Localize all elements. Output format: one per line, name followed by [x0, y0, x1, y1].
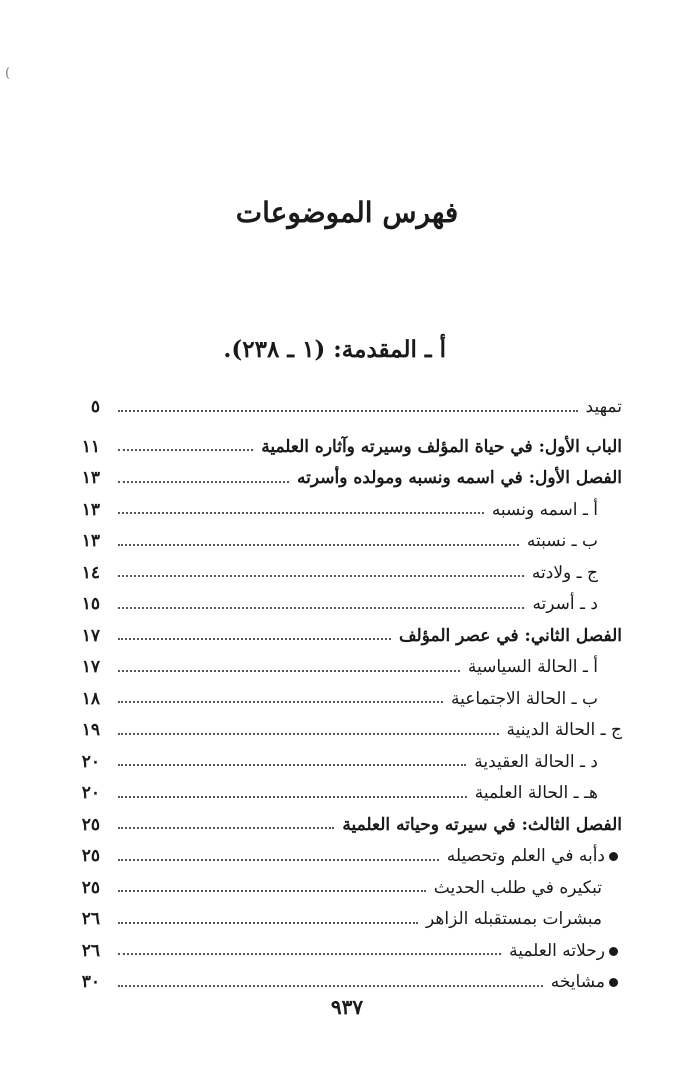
toc-entry [72, 810, 622, 842]
toc-entry-text: مشايخه [550, 972, 605, 992]
toc-entry-text: الفصل الثالث: في سيرته وحياته العلمية [342, 814, 622, 835]
toc-entry-page: ٢٦ [81, 909, 100, 929]
dot-leader [118, 922, 418, 924]
dot-leader [118, 544, 519, 546]
toc-entry-label [334, 810, 622, 842]
toc-entry [72, 778, 622, 810]
toc-entry-label [253, 432, 622, 464]
toc-entry-text: ج ـ ولادته [531, 562, 598, 583]
toc-entry [72, 589, 622, 621]
toc-entry-label [499, 715, 622, 747]
toc-entry-page: ١٣ [81, 531, 100, 551]
dot-leader [118, 796, 467, 798]
toc-entry [72, 558, 622, 590]
dot-leader [118, 410, 578, 412]
toc-entry [72, 873, 622, 905]
toc-entry-text: الفصل الثاني: في عصر المؤلف [398, 625, 622, 646]
toc-entry [72, 392, 622, 424]
toc-entry-page: ١٧ [81, 657, 100, 677]
toc-entry-page: ٢٠ [81, 751, 100, 772]
dot-leader [118, 575, 524, 577]
bullet-icon [609, 852, 618, 861]
dot-leader [118, 733, 499, 735]
dot-leader [118, 890, 426, 892]
toc-entry-text: ب ـ نسبته [526, 531, 598, 551]
dot-leader [118, 859, 439, 861]
toc-entry-text: د ـ الحالة العقيدية [474, 751, 598, 772]
toc-entry [72, 904, 622, 936]
toc-entry [72, 841, 622, 873]
toc-entry-page: ١٤ [81, 562, 100, 583]
toc-entry [72, 652, 622, 684]
toc-entry-label [484, 495, 622, 527]
toc-entry-page: ٥ [90, 397, 100, 417]
page-title: فهرس الموضوعات [235, 196, 459, 229]
toc-entry-label [466, 747, 622, 779]
toc-entry-text: الباب الأول: في حياة المؤلف وسيرته وآثاره العلمية [261, 436, 622, 457]
toc-entry-page: ١٣ [81, 499, 100, 520]
toc-entry-text: تبكيره في طلب الحديث [433, 877, 602, 898]
toc-entry [72, 747, 622, 779]
toc-entry [72, 463, 622, 495]
toc-entry-text: هـ ـ الحالة العلمية [474, 783, 598, 803]
toc-entry-text: الفصل الأول: في اسمه ونسبه ومولده وأسرته [297, 468, 622, 488]
toc-entry-label [426, 873, 622, 905]
toc-entry-page: ١٣ [81, 468, 100, 488]
dot-leader [118, 985, 543, 987]
toc-entry [72, 967, 622, 999]
toc-entry [72, 526, 622, 558]
dot-leader [118, 827, 334, 829]
toc-entry-page: ١٥ [81, 594, 100, 614]
toc-entry [72, 936, 622, 968]
toc-entry-label [439, 841, 622, 873]
toc-entry-label [460, 652, 622, 684]
toc-entry-text: تمهيد [585, 397, 622, 417]
toc-entry [72, 715, 622, 747]
bullet-icon [609, 978, 618, 987]
toc-entry-text: ج ـ الحالة الدينية [506, 720, 622, 740]
dot-leader [118, 512, 484, 514]
toc-entry-page: ٣٠ [81, 972, 100, 992]
toc-entry [72, 684, 622, 716]
toc-entry-label [467, 778, 622, 810]
toc-entry-text: ب ـ الحالة الاجتماعية [451, 688, 598, 709]
toc-entry-page: ١١ [81, 436, 100, 457]
dot-leader [118, 764, 466, 766]
toc-entry-page: ٢٥ [81, 814, 100, 835]
dot-leader [118, 670, 460, 672]
toc-entry-label [519, 526, 622, 558]
toc-entry-label [578, 392, 622, 424]
toc-entry [72, 432, 622, 464]
toc-entry-page: ١٨ [81, 688, 100, 709]
dot-leader [118, 481, 289, 483]
bullet-icon [609, 947, 618, 956]
toc-entry-text: رحلاته العلمية [509, 940, 605, 961]
toc-entry-text: أ ـ الحالة السياسية [467, 657, 598, 677]
toc-entry-page: ١٩ [81, 720, 100, 740]
toc-entry [72, 621, 622, 653]
toc-entry-label [289, 463, 622, 495]
dot-leader [118, 449, 253, 451]
toc-entry-label [443, 684, 622, 716]
toc-entry-label [391, 621, 622, 653]
table-of-contents [72, 392, 622, 999]
toc-entry-text: دأبه في العلم وتحصيله [446, 846, 605, 866]
toc-entry-page: ٢٦ [81, 940, 100, 961]
section-heading: أ ـ المقدمة: (١ ـ ٢٣٨). [223, 336, 446, 363]
toc-entry-label [543, 967, 622, 999]
toc-entry [72, 495, 622, 527]
toc-entry-page: ٢٥ [81, 877, 100, 898]
toc-entry-text: مبشرات بمستقبله الزاهر [426, 909, 602, 929]
toc-entry-label [501, 936, 622, 968]
toc-entry-label [524, 589, 622, 621]
page-number: ٩٣٧ [330, 995, 364, 1019]
dot-leader [118, 701, 443, 703]
toc-entry-page: ١٧ [81, 625, 100, 646]
dot-leader [118, 953, 501, 955]
toc-entry-text: أ ـ اسمه ونسبه [491, 499, 598, 520]
toc-entry-page: ٢٠ [81, 783, 100, 803]
margin-mark: ( [5, 66, 11, 81]
toc-entry-text: د ـ أسرته [532, 594, 598, 614]
toc-entry-label [418, 904, 622, 936]
dot-leader [118, 607, 524, 609]
toc-entry-page: ٢٥ [81, 846, 100, 866]
dot-leader [118, 638, 391, 640]
toc-entry-label [524, 558, 622, 590]
